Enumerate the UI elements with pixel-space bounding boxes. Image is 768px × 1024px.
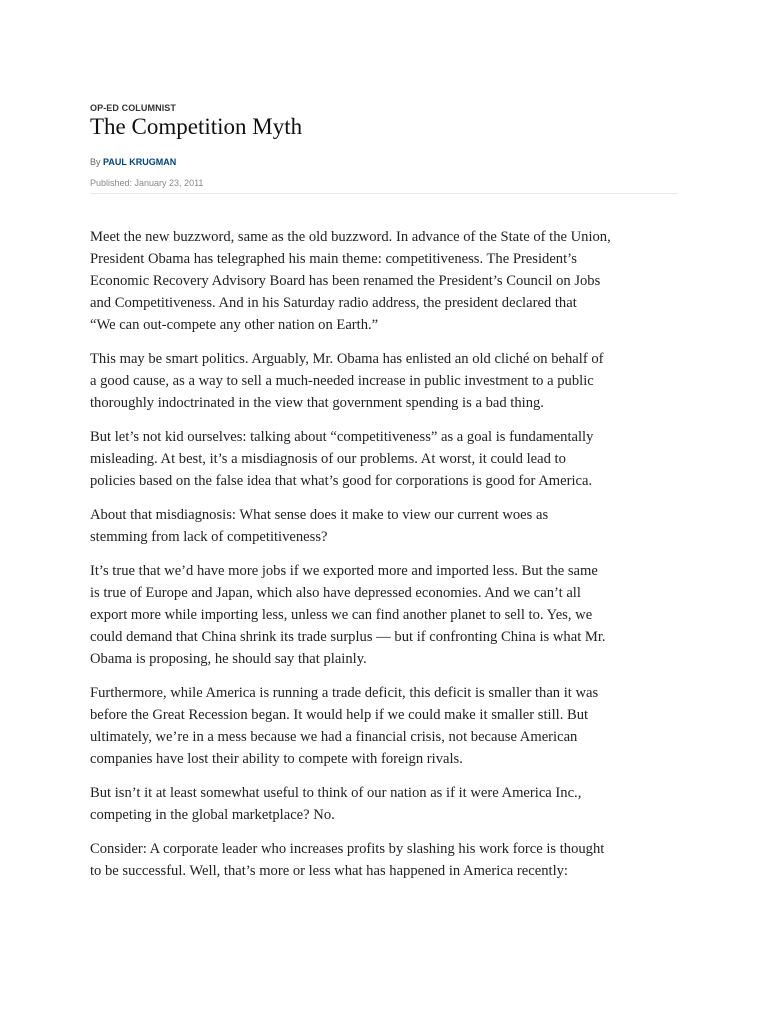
paragraph-line: President Obama has telegraphed his main theme: competitiveness. The President’s	[90, 251, 577, 267]
body-paragraph	[90, 504, 680, 548]
paragraph-line: Furthermore, while America is running a trade deficit, this deficit is smaller than it was	[90, 685, 599, 701]
body-paragraph	[90, 782, 680, 826]
paragraph-line: But isn’t it at least somewhat useful to think of our nation as if it were America Inc.,	[90, 785, 582, 801]
paragraph-line: and Competitiveness. And in his Saturday radio address, the president declared that	[90, 295, 577, 311]
paragraph-line: thoroughly indoctrinated in the view that government spending is a bad thing.	[90, 395, 544, 411]
paragraph-line: stemming from lack of competitiveness?	[90, 529, 328, 545]
paragraph-line: But let’s not kid ourselves: talking about “competitiveness” as a goal is fundamentally	[90, 429, 594, 445]
paragraph-line: ultimately, we’re in a mess because we had a financial crisis, not because American	[90, 729, 578, 745]
header-divider	[90, 193, 678, 194]
paragraph-line: Consider: A corporate leader who increases profits by slashing his work force is thought	[90, 841, 605, 857]
byline-prefix: By	[90, 157, 101, 167]
article-headline: The Competition Myth	[90, 114, 303, 139]
paragraph-line: competing in the global marketplace? No.	[90, 807, 335, 823]
paragraph-line: misleading. At best, it’s a misdiagnosis of our problems. At worst, it could lead to	[90, 451, 566, 467]
paragraph-line: “We can out-compete any other nation on Earth.”	[90, 317, 379, 333]
body-paragraph	[90, 226, 680, 336]
paragraph-line: This may be smart politics. Arguably, Mr. Obama has enlisted an old cliché on behalf of	[90, 351, 604, 367]
paragraph-line: before the Great Recession began. It would help if we could make it smaller still. But	[90, 707, 589, 723]
paragraph-line: to be successful. Well, that’s more or less what has happened in America recently:	[90, 863, 568, 879]
body-paragraph	[90, 838, 680, 882]
body-paragraph	[90, 426, 680, 492]
paragraph-line: Obama is proposing, he should say that plainly.	[90, 651, 367, 667]
body-paragraph	[90, 682, 680, 770]
paragraph-line: About that misdiagnosis: What sense does it make to view our current woes as	[90, 507, 549, 523]
paragraph-line: is true of Europe and Japan, which also have depressed economies. And we can’t all	[90, 585, 581, 601]
publish-date: Published: January 23, 2011	[90, 178, 204, 188]
paragraph-line: could demand that China shrink its trade surplus — but if confronting China is what Mr.	[90, 629, 606, 645]
paragraph-line: Economic Recovery Advisory Board has been renamed the President’s Council on Jobs	[90, 273, 601, 289]
body-paragraph	[90, 560, 680, 670]
paragraph-line: Meet the new buzzword, same as the old buzzword. In advance of the State of the Union,	[90, 229, 611, 245]
body-paragraph	[90, 348, 680, 414]
author-link[interactable]: PAUL KRUGMAN	[103, 157, 177, 167]
paragraph-line: a good cause, as a way to sell a much-needed increase in public investment to a public	[90, 373, 594, 389]
byline	[90, 157, 176, 167]
article-body	[90, 226, 680, 894]
section-kicker[interactable]: OP-ED COLUMNIST	[90, 103, 176, 113]
paragraph-line: export more while importing less, unless we can find another planet to sell to. Yes, we	[90, 607, 593, 623]
paragraph-line: It’s true that we’d have more jobs if we exported more and imported less. But the same	[90, 563, 598, 579]
paragraph-line: companies have lost their ability to compete with foreign rivals.	[90, 751, 463, 767]
paragraph-line: policies based on the false idea that what’s good for corporations is good for America.	[90, 473, 593, 489]
